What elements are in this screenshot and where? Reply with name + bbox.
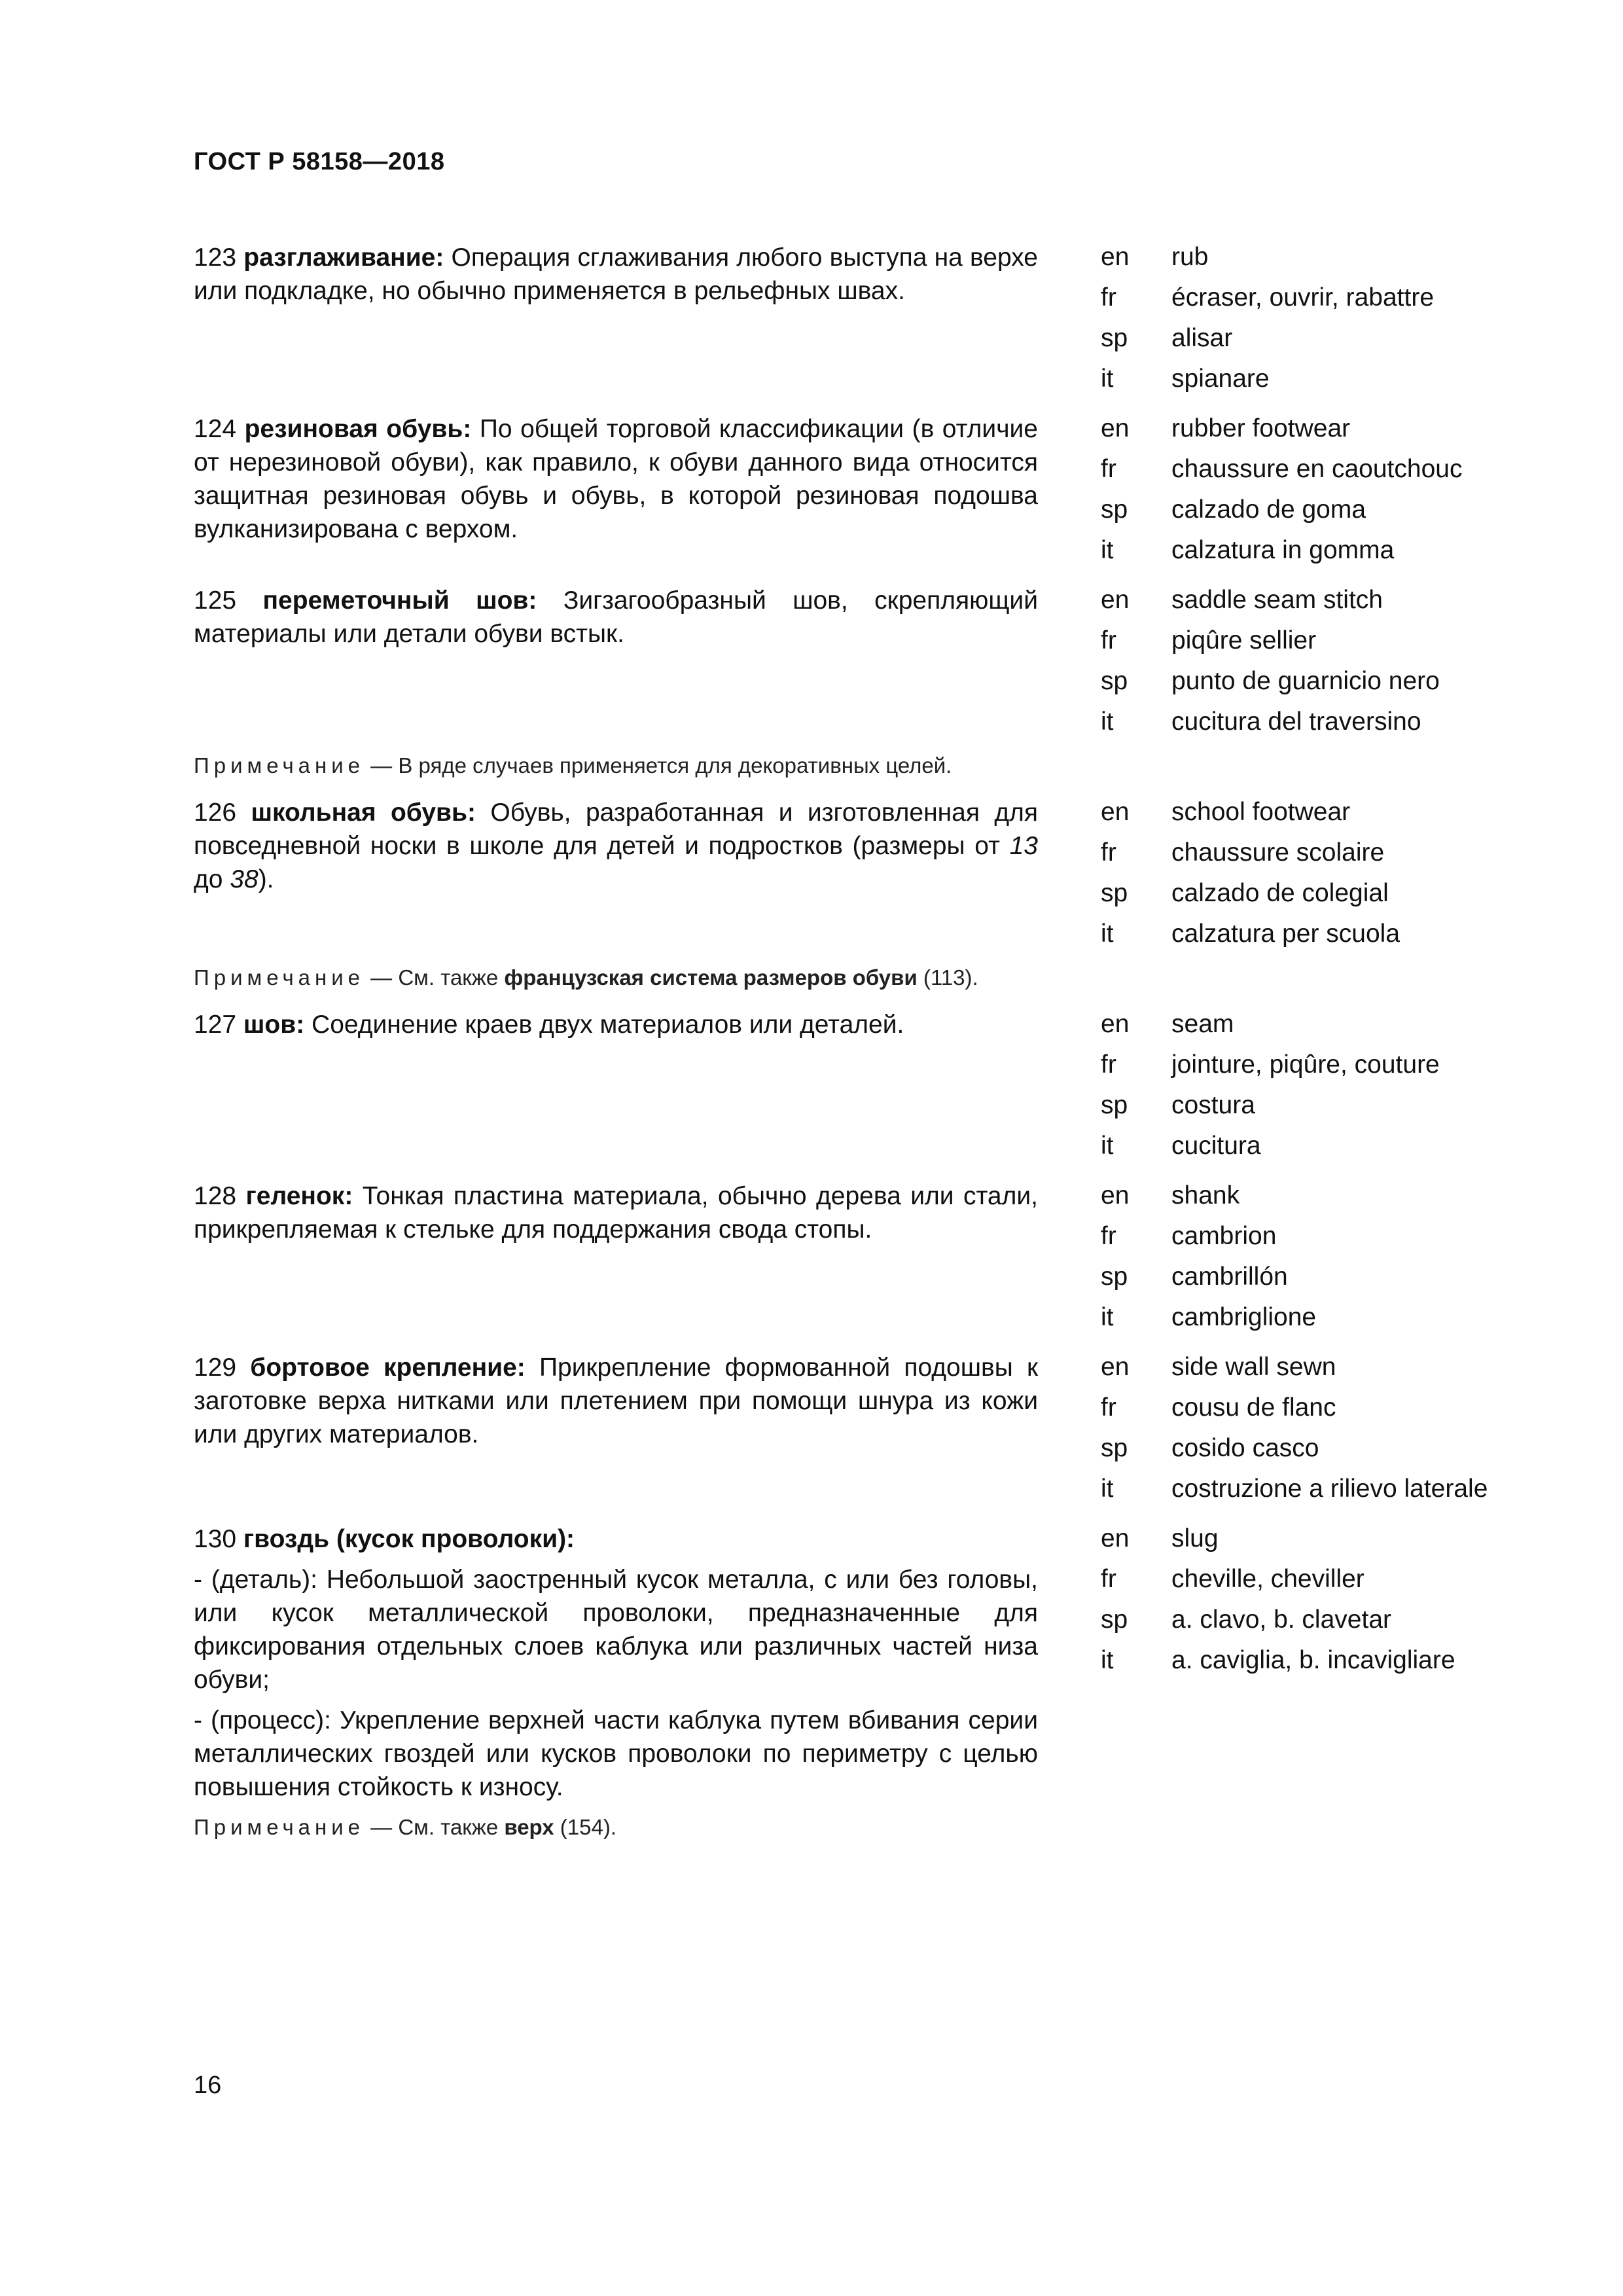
translation-row xyxy=(1101,624,1497,665)
term-number: 126 xyxy=(194,798,237,827)
translated-term: écraser, ouvrir, rabattre xyxy=(1171,283,1435,312)
note-text: — См. также xyxy=(365,1815,505,1839)
translation-row xyxy=(1101,241,1497,281)
note-text: (113). xyxy=(917,965,978,990)
definition-part-process: - (процесс): Укрепление верхней части каблука путем вбивания серии металлических гвоздей или кусков проволоки по периметру с целью повышения стойкость к износу. xyxy=(194,1706,1038,1801)
definition-text: Прикрепление формованной подошвы к заготовке верха нитками или плетением при помощи шнура из кожи или других материалов. xyxy=(194,1354,1039,1448)
term-definition xyxy=(194,412,1038,546)
translation-row xyxy=(1101,322,1497,363)
lang-code: fr xyxy=(1101,1565,1116,1593)
term-definition xyxy=(194,1179,1038,1246)
lang-code: sp xyxy=(1101,879,1128,907)
term-entry-126 xyxy=(194,796,1497,963)
terms-list xyxy=(194,241,1497,1842)
translated-term: costura xyxy=(1171,1091,1255,1119)
lang-code: fr xyxy=(1101,838,1116,867)
term-title: разглаживание: xyxy=(243,243,444,272)
translated-term: cucitura del traversino xyxy=(1171,708,1421,736)
translation-row xyxy=(1101,877,1497,918)
lang-code: sp xyxy=(1101,1434,1128,1462)
definition-text: Соединение краев двух материалов или деталей. xyxy=(304,1011,904,1039)
translation-row xyxy=(1101,1261,1497,1301)
translated-term: rubber footwear xyxy=(1171,414,1351,442)
term-definition xyxy=(194,1522,1038,1804)
translated-term: seam xyxy=(1171,1010,1234,1038)
translated-term: jointure, piqûre, couture xyxy=(1171,1050,1440,1079)
translation-row xyxy=(1101,1089,1497,1130)
translation-row xyxy=(1101,706,1497,746)
translation-row xyxy=(1101,1563,1497,1604)
note-reference: верх xyxy=(504,1815,554,1839)
definition-part-detail: - (деталь): Небольшой заостренный кусок металла, с или без головы, или кусок металлической проволоки, предназначенные для фиксирования отдельных слоев каблука или различных частей низа обуви; xyxy=(194,1566,1038,1694)
term-number: 124 xyxy=(194,415,237,443)
lang-code: sp xyxy=(1101,324,1128,352)
translated-term: chaussure scolaire xyxy=(1171,838,1385,867)
translated-term: cosido casco xyxy=(1171,1434,1319,1462)
translation-row xyxy=(1101,412,1497,453)
term-entry-128 xyxy=(194,1179,1497,1351)
lang-code: it xyxy=(1101,1303,1114,1331)
lang-code: fr xyxy=(1101,626,1116,655)
translation-row xyxy=(1101,1473,1497,1513)
translated-term: chaussure en caoutchouc xyxy=(1171,455,1463,483)
term-number: 123 xyxy=(194,243,237,272)
translated-term: cambrion xyxy=(1171,1222,1277,1250)
term-entry-129 xyxy=(194,1351,1497,1522)
translations xyxy=(1101,241,1497,403)
translation-row xyxy=(1101,665,1497,706)
note-reference: французская система размеров обуви xyxy=(504,965,918,990)
definition-text: до xyxy=(194,865,230,893)
translated-term: a. caviglia, b. incavigliare xyxy=(1171,1646,1455,1674)
translated-term: spianare xyxy=(1171,365,1270,393)
translated-term: cousu de flanc xyxy=(1171,1393,1336,1422)
term-entry-127 xyxy=(194,1008,1497,1179)
translation-row xyxy=(1101,1351,1497,1391)
term-title: резиновая обувь: xyxy=(244,415,472,443)
translated-term: saddle seam stitch xyxy=(1171,586,1383,614)
translated-term: cucitura xyxy=(1171,1132,1261,1160)
lang-code: sp xyxy=(1101,1263,1128,1291)
translated-term: rub xyxy=(1171,243,1209,271)
translation-row xyxy=(1101,1522,1497,1563)
term-definition xyxy=(194,1351,1038,1451)
term-definition xyxy=(194,796,1038,896)
lang-code: sp xyxy=(1101,1091,1128,1119)
lang-code: en xyxy=(1101,243,1130,271)
definition-text: Операция сглаживания любого выступа на верхе или подкладке, но обычно применяется в рельефных швах. xyxy=(194,243,1038,305)
term-title: шов: xyxy=(243,1011,305,1039)
lang-code: en xyxy=(1101,586,1130,614)
term-entry-130 xyxy=(194,1522,1497,1804)
note-label: Примечание xyxy=(194,965,365,990)
translated-term: alisar xyxy=(1171,324,1233,352)
translation-row xyxy=(1101,1301,1497,1342)
translations xyxy=(1101,1522,1497,1685)
size-to: 38 xyxy=(230,865,259,893)
translation-row xyxy=(1101,281,1497,322)
translated-term: calzatura per scuola xyxy=(1171,920,1400,948)
term-definition xyxy=(194,1008,1038,1041)
note-text: — В ряде случаев применяется для декоративных целей. xyxy=(365,753,952,778)
translation-row xyxy=(1101,1391,1497,1432)
lang-code: it xyxy=(1101,536,1114,564)
term-entry-125 xyxy=(194,584,1497,751)
size-from: 13 xyxy=(1009,832,1038,860)
page-number: 16 xyxy=(194,2072,222,2099)
lang-code: it xyxy=(1101,920,1114,948)
translation-row xyxy=(1101,1049,1497,1089)
lang-code: sp xyxy=(1101,667,1128,695)
translation-row xyxy=(1101,1179,1497,1220)
note-label: Примечание xyxy=(194,1815,365,1839)
lang-code: it xyxy=(1101,1132,1114,1160)
definition-text: По общей торговой классификации (в отличие от нерезиновой обуви), как правило, к обуви данного вида относится защитная резиновая обувь и обувь, в которой резиновая подошва вулканизирована с верхом. xyxy=(194,415,1038,543)
term-entry-124 xyxy=(194,412,1497,584)
term-entry-123 xyxy=(194,241,1497,412)
lang-code: fr xyxy=(1101,1393,1116,1422)
lang-code: it xyxy=(1101,1475,1114,1503)
term-title: геленок: xyxy=(245,1182,353,1210)
translations xyxy=(1101,412,1497,575)
term-definition xyxy=(194,584,1038,651)
translation-row xyxy=(1101,1008,1497,1049)
translation-row xyxy=(1101,453,1497,493)
translation-row xyxy=(1101,1604,1497,1644)
note-text: — См. также xyxy=(365,965,505,990)
translated-term: school footwear xyxy=(1171,798,1351,826)
definition-text: ). xyxy=(258,865,274,893)
translations xyxy=(1101,584,1497,746)
term-number: 130 xyxy=(194,1525,237,1553)
document-header: ГОСТ Р 58158—2018 xyxy=(194,148,445,175)
translated-term: costruzione a rilievo laterale xyxy=(1171,1475,1488,1503)
lang-code: en xyxy=(1101,798,1130,826)
term-title: бортовое крепление: xyxy=(250,1354,526,1382)
translated-term: slug xyxy=(1171,1524,1219,1552)
lang-code: en xyxy=(1101,1010,1130,1038)
term-number: 128 xyxy=(194,1182,237,1210)
lang-code: it xyxy=(1101,365,1114,393)
translation-row xyxy=(1101,1220,1497,1261)
lang-code: en xyxy=(1101,1524,1130,1552)
term-number: 127 xyxy=(194,1011,237,1039)
translation-row xyxy=(1101,1432,1497,1473)
translated-term: calzado de goma xyxy=(1171,495,1366,524)
translation-row xyxy=(1101,918,1497,958)
translated-term: cambrillón xyxy=(1171,1263,1288,1291)
translated-term: punto de guarnicio nero xyxy=(1171,667,1440,695)
translation-row xyxy=(1101,493,1497,534)
note xyxy=(194,751,1038,780)
term-title: переметочный шов: xyxy=(262,586,537,615)
translated-term: calzado de colegial xyxy=(1171,879,1389,907)
lang-code: fr xyxy=(1101,455,1116,483)
lang-code: fr xyxy=(1101,283,1116,312)
translation-row xyxy=(1101,1644,1497,1685)
lang-code: fr xyxy=(1101,1222,1116,1250)
definition-text: Тонкая пластина материала, обычно дерева или стали, прикрепляемая к стельке для поддержания свода стопы. xyxy=(194,1182,1038,1244)
translation-row xyxy=(1101,1130,1497,1170)
translation-row xyxy=(1101,363,1497,403)
translated-term: cheville, cheviller xyxy=(1171,1565,1364,1593)
translations xyxy=(1101,1008,1497,1170)
lang-code: en xyxy=(1101,1353,1130,1381)
lang-code: fr xyxy=(1101,1050,1116,1079)
term-number: 125 xyxy=(194,586,237,615)
lang-code: it xyxy=(1101,708,1114,736)
translation-row xyxy=(1101,796,1497,836)
note xyxy=(194,1813,1038,1842)
term-title: школьная обувь: xyxy=(251,798,476,827)
note xyxy=(194,963,1038,992)
translations xyxy=(1101,1179,1497,1342)
lang-code: en xyxy=(1101,1181,1130,1210)
term-definition xyxy=(194,241,1038,308)
translation-row xyxy=(1101,836,1497,877)
translated-term: shank xyxy=(1171,1181,1240,1210)
translated-term: side wall sewn xyxy=(1171,1353,1336,1381)
note-label: Примечание xyxy=(194,753,365,778)
term-number: 129 xyxy=(194,1354,237,1382)
translated-term: piqûre sellier xyxy=(1171,626,1317,655)
lang-code: en xyxy=(1101,414,1130,442)
lang-code: sp xyxy=(1101,495,1128,524)
translated-term: calzatura in gomma xyxy=(1171,536,1395,564)
definition-text: Обувь, разработанная и изготовленная для повседневной носки в школе для детей и подростков (размеры от xyxy=(194,798,1039,860)
lang-code: sp xyxy=(1101,1605,1128,1634)
lang-code: it xyxy=(1101,1646,1114,1674)
definition-text: Зигзагообразный шов, скрепляющий материалы или детали обуви встык. xyxy=(194,586,1038,648)
translated-term: cambriglione xyxy=(1171,1303,1317,1331)
translation-row xyxy=(1101,584,1497,624)
translations xyxy=(1101,1351,1497,1513)
translated-term: a. clavo, b. clavetar xyxy=(1171,1605,1391,1634)
translation-row xyxy=(1101,534,1497,575)
term-title: гвоздь (кусок проволоки): xyxy=(243,1525,575,1553)
translations xyxy=(1101,796,1497,958)
note-text: (154). xyxy=(554,1815,616,1839)
